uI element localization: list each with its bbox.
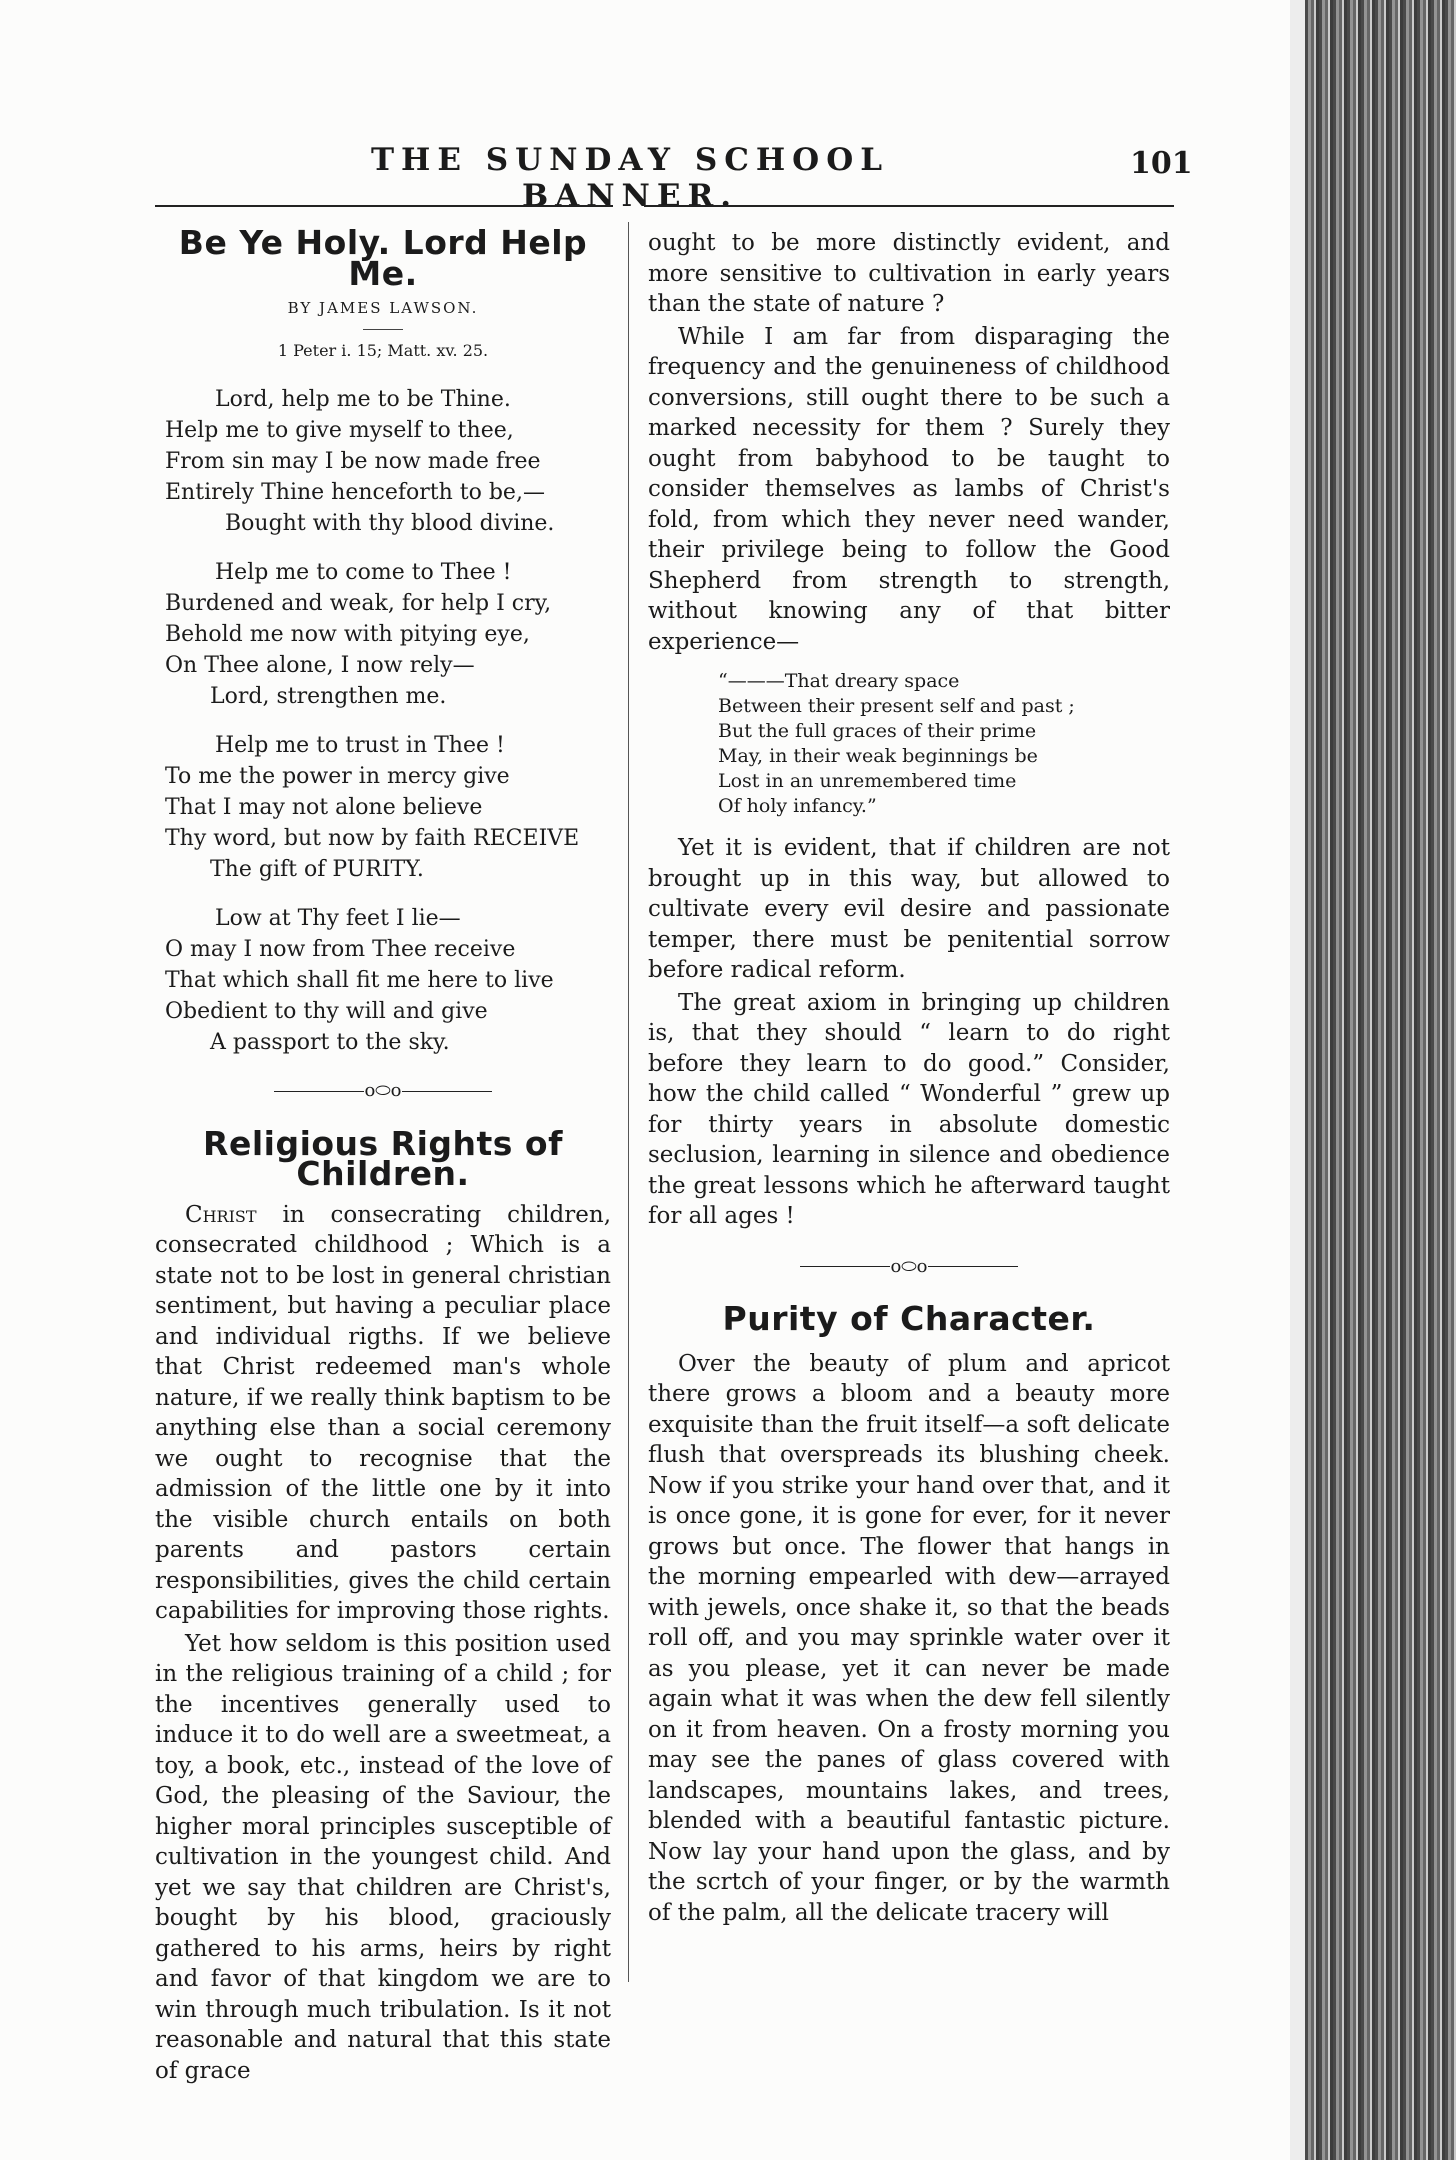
- poem-line: Thy word, but now by faith RECEIVE: [165, 826, 580, 851]
- paragraph-continued: ought to be more distinctly evident, and more sensitive to cultivation in early years than the state of nature ?: [648, 230, 1170, 317]
- left-column: [155, 223, 611, 2086]
- lead-word: Christ: [185, 1201, 257, 1228]
- poem-line: Bought with thy blood divine.: [225, 511, 555, 536]
- poem-line: Lord, strengthen me.: [210, 684, 447, 709]
- quote-line: But the full graces of their prime: [718, 720, 1037, 742]
- quote-line: May, in their weak beginnings be: [718, 745, 1038, 767]
- stanza: [165, 384, 611, 539]
- running-title: THE SUNDAY SCHOOL BANNER.: [370, 142, 889, 214]
- poem-line: On Thee alone, I now rely—: [165, 653, 475, 678]
- poem-line: Behold me now with pitying eye,: [165, 622, 530, 647]
- column-divider: [628, 222, 629, 1982]
- section-ornament: o⬭o: [648, 1252, 1170, 1283]
- poem-line: Obedient to thy will and give: [165, 999, 488, 1024]
- book-page-edges: [1305, 0, 1456, 2160]
- poem-line: From sin may I be now made free: [165, 449, 541, 474]
- poem-line: Help me to trust in Thee !: [215, 733, 505, 758]
- poem-line: Help me to give myself to thee,: [165, 418, 514, 443]
- poem-line: Burdened and weak, for help I cry,: [165, 591, 552, 616]
- poem-title: Be Ye Holy. Lord Help Me.: [178, 223, 588, 293]
- poem-line: The gift of PURITY.: [210, 857, 424, 882]
- poem-byline: BY JAMES LAWSON.: [287, 299, 479, 317]
- page-number: 101: [1130, 146, 1193, 181]
- poem-line: Lord, help me to be Thine.: [215, 387, 511, 412]
- quote-line: “———That dreary space: [718, 670, 960, 692]
- header-rule-left: [155, 205, 613, 207]
- poem-line: A passport to the sky.: [210, 1030, 450, 1055]
- section-ornament: o⬭o: [155, 1076, 611, 1107]
- quote-line: Of holy infancy.”: [718, 795, 877, 817]
- stanza: [165, 730, 611, 885]
- poem-line: To me the power in mercy give: [165, 764, 510, 789]
- right-column: [648, 228, 1170, 1928]
- poem-line: O may I now from Thee receive: [165, 937, 516, 962]
- paragraph: Over the beauty of plum and apricot there grows a bloom and a beauty more exquisite than the fruit itself—a soft delicate flush that overspreads its blushing cheek. Now if you strike your hand over that, and it is once gone, it is gone for ever, for it never grows but once. The flower that hangs in the morning empearled with dew—arrayed with jewels, once shake it, so that the beads roll off, and you may sprinkle water over it as you please, yet it can never be made again what it was when the dew fell silently on it from heaven. On a frosty morning you may see the panes of glass covered with landscapes, mountains lakes, and trees, blended with a beautiful fantastic picture. Now lay your hand upon the glass, and by the scrtch of your finger, or by the warmth of the palm, all the delicate tracery will: [648, 1350, 1170, 1926]
- poem-line: That I may not alone believe: [165, 795, 483, 820]
- paragraph: While I am far from disparaging the frequency and the genuineness of childhood conversions, still ought there to be such a marked necessity for them ? Surely they ought from babyhood to be taught to consider themselves as lambs of Christ's fold, from which they never need wander, their privilege being to follow the Good Shepherd from strength to strength, without knowing any of that bitter experience—: [648, 323, 1170, 655]
- paragraph: The great axiom in bringing up children is, that they should “ learn to do right before they learn to do good.” Consider, how the child called “ Wonderful ” grew up for thirty years in absolute domestic seclusion, learning in silence and obedience the great lessons which he afterward taught for all ages !: [648, 989, 1170, 1229]
- byline-rule: [363, 329, 403, 330]
- article-title-purity: Purity of Character.: [722, 1299, 1096, 1338]
- poem-line: Low at Thy feet I lie—: [215, 906, 461, 931]
- verse-quotation: [718, 669, 1170, 819]
- quote-line: Between their present self and past ;: [718, 695, 1075, 717]
- quote-line: Lost in an unremembered time: [718, 770, 1017, 792]
- paragraph: Yet how seldom is this position used in the religious training of a child ; for the incentives generally used to induce it to do well are a sweetmeat, a toy, a book, etc., instead of the love of God, the pleasing of the Saviour, the higher moral principles susceptible of cultivation in the youngest child. And yet we say that children are Christ's, bought by his blood, graciously gathered to his arms, heirs by right and favor of that kingdom we are to win through much tribulation. Is it not reasonable and natural that this state of grace: [155, 1630, 611, 2084]
- scripture-references: 1 Peter i. 15; Matt. xv. 25.: [277, 340, 489, 360]
- poem-line: That which shall fit me here to live: [165, 968, 554, 993]
- article-title-religious-rights: Religious Rights of Children.: [203, 1123, 563, 1193]
- stanza: [165, 903, 611, 1058]
- header-rule-right: [644, 205, 1174, 207]
- paragraph: Yet it is evident, that if children are not brought up in this way, but allowed to cultivate every evil desire and passionate temper, there must be penitential sorrow before radical reform.: [648, 835, 1170, 983]
- poem-line: Help me to come to Thee !: [215, 560, 512, 585]
- binding-gutter: [1290, 0, 1305, 2160]
- paragraph: Christ in consecrating children, consecrated childhood ; Which is a state not to be lost in general christian sentiment, but having a peculiar place and individual rigths. If we believe that Christ redeemed man's whole nature, if we really think baptism to be anything else than a social ceremony we ought to recognise that the admission of the little one by it into the visible church entails on both parents and pastors certain responsibilities, gives the child certain capabilities for improving those rights.: [155, 1201, 611, 1624]
- poem-body: [155, 384, 611, 1058]
- poem-line: Entirely Thine henceforth to be,—: [165, 480, 545, 505]
- stanza: [165, 557, 611, 712]
